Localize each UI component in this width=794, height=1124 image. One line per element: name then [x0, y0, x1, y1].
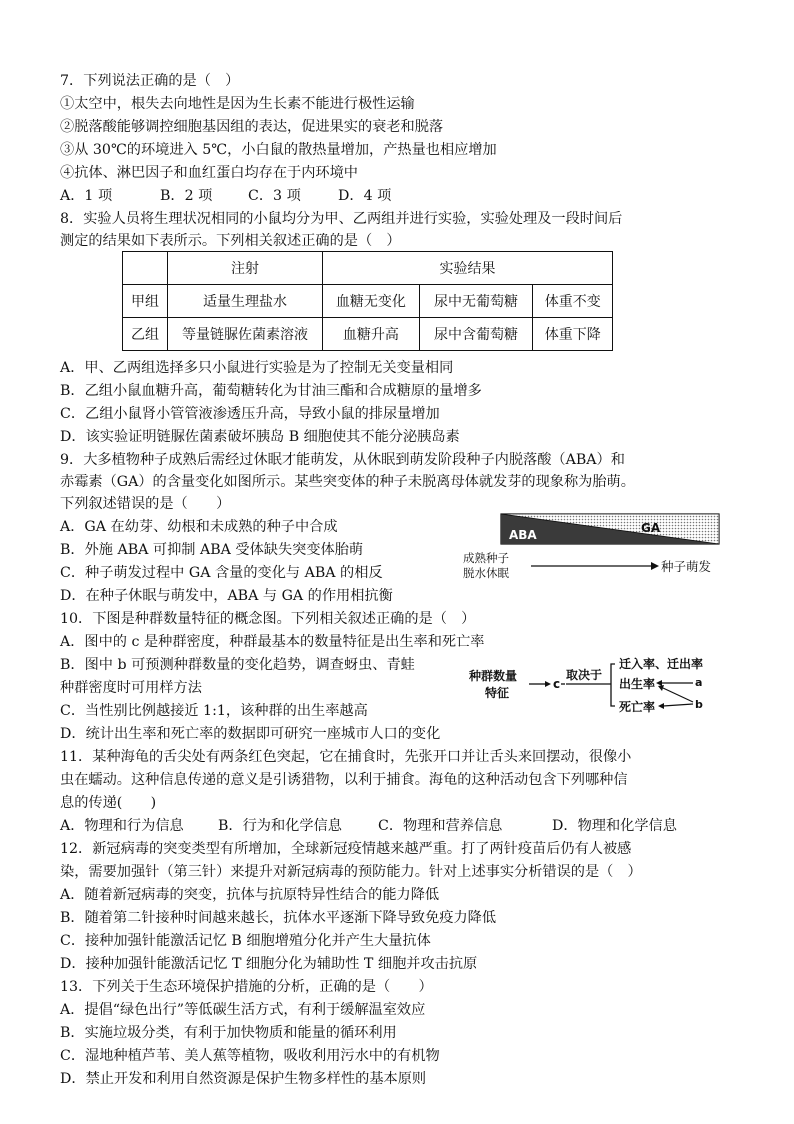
q7-option-b: B．2 项	[160, 188, 213, 204]
node-c: c	[553, 677, 561, 691]
q9-option-c: C．种子萌发过程中 GA 含量的变化与 ABA 的相反	[60, 565, 383, 581]
q10-option-c: C．当性别比例越接近 1:1，该种群的出生率越高	[60, 703, 368, 719]
concept-box-line2: 特征	[485, 686, 510, 700]
q7-option-c: C．3 项	[248, 188, 301, 204]
concept-box-line1: 种群数量	[469, 669, 518, 683]
q12-option-a: A．随着新冠病毒的突变，抗体与抗原特异性结合的能力降低	[60, 887, 440, 903]
q11-option-c: C．物理和营养信息	[378, 818, 503, 834]
q7-option-d: D．4 项	[338, 188, 392, 204]
table-cell-result: 尿中含葡萄糖	[419, 318, 533, 351]
q9-hormone-figure	[455, 512, 725, 586]
node-b: b	[695, 698, 703, 711]
q7-statement-2: ②脱落酸能够调控细胞基因组的表达，促进果实的衰老和脱落	[60, 119, 444, 135]
time-arrow-head	[651, 562, 659, 570]
q11-option-b: B．行为和化学信息	[218, 818, 342, 834]
migration-rate: 迁入率、迁出率	[619, 657, 704, 671]
q13-option-b: B．实施垃圾分类，有利于加快物质和能量的循环利用	[60, 1025, 397, 1041]
q7-option-a: A．1 项	[60, 188, 113, 204]
q7-options	[60, 186, 391, 206]
arrow-to-c-head	[545, 681, 551, 687]
q11-option-d: D．物理和化学信息	[552, 818, 677, 834]
q9-stem-line3: 下列叙述错误的是（ ）	[60, 496, 231, 512]
b-to-death-head	[658, 703, 664, 709]
death-rate: 死亡率	[619, 700, 656, 714]
q12-option-c: C．接种加强针能激活记忆 B 细胞增殖分化并产生大量抗体	[60, 933, 431, 949]
q13-option-d: D．禁止开发和利用自然资源是保护生物多样性的基本原则	[60, 1071, 427, 1087]
right-label: 种子萌发	[661, 559, 712, 574]
q9-stem-line1: 9．大多植物种子成熟后需经过休眠才能萌发，从休眠到萌发阶段种子内脱落酸（ABA）和	[60, 452, 625, 468]
table-cell-injection: 适量生理盐水	[168, 285, 323, 318]
table-cell-result: 血糖无变化	[323, 285, 420, 318]
b-to-death-line	[663, 704, 693, 706]
q7-statement-1: ①太空中，根失去向地性是因为生长素不能进行极性运输	[60, 96, 415, 112]
decide-label: 取决于	[566, 668, 603, 682]
q7-stem: 7．下列说法正确的是（ ）	[60, 73, 240, 89]
q11-stem-line1: 11．某种海龟的舌尖处有两条红色突起，它在捕食时，先张开口并让舌头来回摆动，很像小	[60, 749, 632, 765]
q11-stem-line3: 息的传递( )	[60, 795, 157, 811]
q10-stem: 10．下图是种群数量特征的概念图。下列相关叙述正确的是（ ）	[60, 611, 476, 627]
table-row	[123, 252, 613, 285]
table-cell-empty	[123, 252, 168, 285]
q10-option-a: A．图中的 c 是种群密度，种群最基本的数量特征是出生率和死亡率	[60, 634, 485, 650]
q8-option-c: C．乙组小鼠肾小管管液渗透压升高，导致小鼠的排尿量增加	[60, 406, 440, 422]
q11-option-a: A．物理和行为信息	[60, 818, 184, 834]
q8-stem-line1: 8．实验人员将生理状况相同的小鼠均分为甲、乙两组并进行实验，实验处理及一段时间后	[60, 211, 623, 227]
table-cell-group: 甲组	[123, 285, 168, 318]
q8-option-a: A．甲、乙两组选择多只小鼠进行实验是为了控制无关变量相同	[60, 360, 454, 376]
table-cell-result: 体重下降	[533, 318, 613, 351]
node-a: a	[695, 676, 703, 689]
table-cell-result: 血糖升高	[323, 318, 420, 351]
ga-label: GA	[641, 521, 661, 535]
b-to-birth-line	[663, 688, 693, 702]
q8-option-d: D．该实验证明链脲佐菌素破坏胰岛 B 细胞使其不能分泌胰岛素	[60, 429, 460, 445]
table-row	[123, 285, 613, 318]
table-cell-result: 体重不变	[533, 285, 613, 318]
aba-label: ABA	[509, 528, 537, 542]
q10-concept-map	[465, 650, 725, 724]
q12-stem-line2: 染，需要加强针（第三针）来提升对新冠病毒的预防能力。针对上述事实分析错误的是（ ）	[60, 864, 642, 880]
q7-statement-4: ④抗体、淋巴因子和血红蛋白均存在于内环境中	[60, 165, 358, 181]
left-label-2: 脱水休眠	[463, 566, 509, 580]
q8-experiment-table	[122, 251, 613, 351]
table-row	[123, 318, 613, 351]
q13-option-c: C．湿地种植芦苇、美人蕉等植物，吸收利用污水中的有机物	[60, 1048, 440, 1064]
q9-option-b: B．外施 ABA 可抑制 ABA 受体缺失突变体胎萌	[60, 542, 364, 558]
bracket	[611, 664, 615, 706]
q7-statement-3: ③从 30℃的环境进入 5℃，小白鼠的散热量增加，产热量也相应增加	[60, 142, 497, 158]
q8-stem-line2: 测定的结果如下表所示。下列相关叙述正确的是（ ）	[60, 233, 401, 249]
q10-option-b-line1: B．图中 b 可预测种群数量的变化趋势，调查蚜虫、青蛙	[60, 657, 415, 673]
q12-stem-line1: 12．新冠病毒的突变类型有所增加，全球新冠疫情越来越严重。打了两针疫苗后仍有人被感	[60, 841, 632, 857]
q9-option-a: A．GA 在幼芽、幼根和未成熟的种子中合成	[60, 519, 338, 535]
table-cell-injection: 等量链脲佐菌素溶液	[168, 318, 323, 351]
table-cell-group: 乙组	[123, 318, 168, 351]
q10-option-b-line2: 种群密度时可用样方法	[60, 680, 202, 696]
table-header-result: 实验结果	[323, 252, 613, 285]
birth-rate: 出生率	[619, 677, 656, 691]
q10-option-d: D．统计出生率和死亡率的数据即可研究一座城市人口的变化	[60, 726, 441, 742]
q13-stem: 13．下列关于生态环境保护措施的分析，正确的是（ ）	[60, 979, 433, 995]
q13-option-a: A．提倡“绿色出行”等低碳生活方式，有利于缓解温室效应	[60, 1002, 426, 1018]
q11-options	[60, 816, 677, 836]
a-to-birth-head	[656, 680, 662, 686]
table-cell-result: 尿中无葡萄糖	[419, 285, 533, 318]
q12-option-b: B．随着第二针接种时间越来越长，抗体水平逐渐下降导致免疫力降低	[60, 910, 497, 926]
q9-option-d: D．在种子休眠与萌发中，ABA 与 GA 的作用相抗衡	[60, 588, 393, 604]
left-label-1: 成熟种子	[463, 551, 509, 565]
q8-option-b: B．乙组小鼠血糖升高，葡萄糖转化为甘油三酯和合成糖原的量增多	[60, 383, 482, 399]
q11-stem-line2: 虫在蠕动。这种信息传递的意义是引诱猎物，以利于捕食。海龟的这种活动包含下列哪种信	[60, 772, 628, 788]
q9-stem-line2: 赤霉素（GA）的含量变化如图所示。某些突变体的种子未脱离母体就发芽的现象称为胎萌。	[60, 474, 635, 490]
q12-option-d: D．接种加强针能激活记忆 T 细胞分化为辅助性 T 细胞并攻击抗原	[60, 956, 478, 972]
table-header-injection: 注射	[168, 252, 323, 285]
